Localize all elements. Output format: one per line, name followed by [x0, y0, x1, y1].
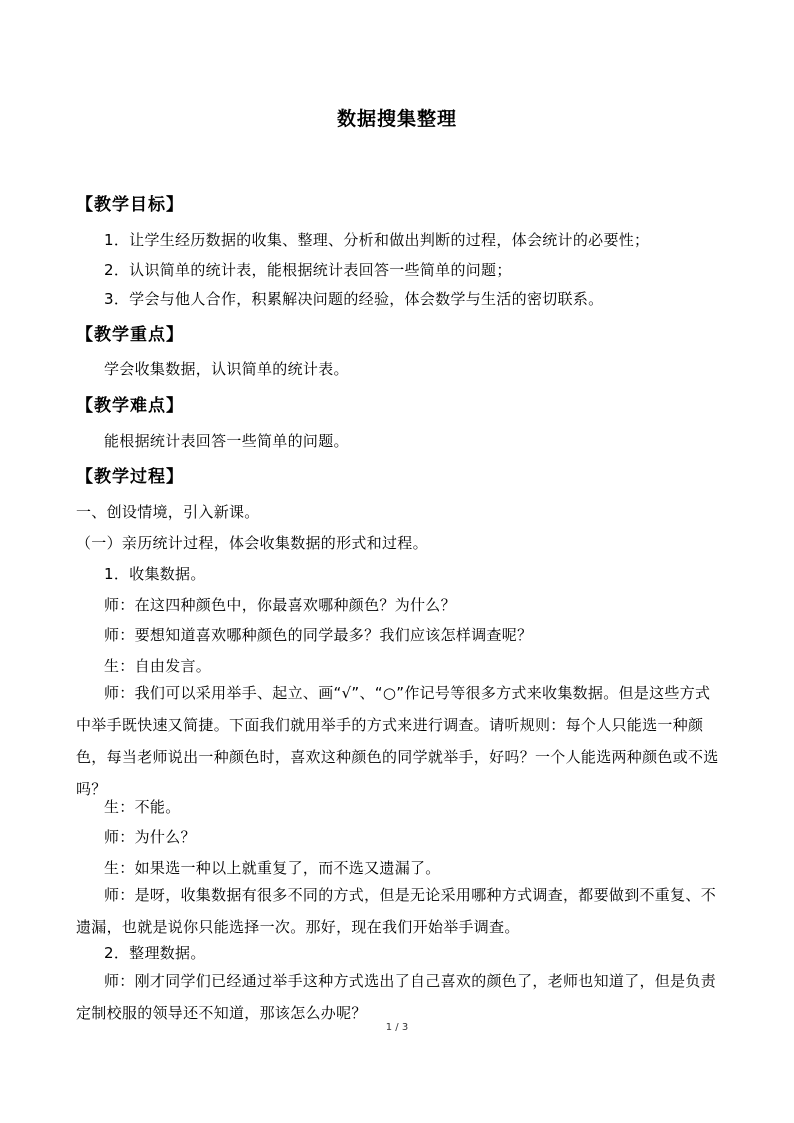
step-heading-1: 1．收集数据。: [104, 565, 206, 583]
section-heading-1: 一、创设情境，引入新课。: [76, 503, 260, 521]
page-number: 1 / 3: [385, 1022, 409, 1033]
difficulty-text: 能根据统计表回答一些简单的问题。: [104, 432, 349, 450]
dialogue-line: 生：自由发言。: [104, 657, 212, 675]
dialogue-paragraph: 师：我们可以采用举手、起立、画“√”、“○”作记号等很多方式来收集数据。但是这些方式中举手既快速又简捷。下面我们就用举手的方式来进行调查。请听规则：每个人只能选一种颜色，每当老师说出一种颜色时，喜欢这种颜色的同学就举手，好吗？一个人能选两种颜色或不选吗？: [76, 684, 719, 798]
document-title: 数据搜集整理: [336, 108, 457, 130]
dialogue-line: 生：如果选一种以上就重复了，而不选又遗漏了。: [104, 859, 441, 877]
subsection-heading-1: （一）亲历统计过程，体会收集数据的形式和过程。: [76, 534, 428, 552]
dialogue-line: 师：为什么？: [104, 828, 196, 846]
dialogue-line: 师：在这四种颜色中，你最喜欢哪种颜色？为什么？: [104, 596, 456, 614]
dialogue-line: 生：不能。: [104, 798, 181, 816]
dialogue-paragraph: 师：刚才同学们已经通过举手这种方式选出了自己喜欢的颜色了，老师也知道了，但是负责定制校服的领导还不知道，那该怎么办呢？: [76, 972, 717, 1022]
heading-teaching-goals: 【教学目标】: [76, 195, 184, 215]
step-heading-2: 2．整理数据。: [104, 944, 206, 962]
goal-item-2: 2．认识简单的统计表，能根据统计表回答一些简单的问题；: [104, 261, 512, 279]
dialogue-line: 师：要想知道喜欢哪种颜色的同学最多？我们应该怎样调查呢？: [104, 626, 533, 644]
heading-difficulties: 【教学难点】: [76, 396, 184, 416]
heading-key-points: 【教学重点】: [76, 325, 184, 345]
goal-item-1: 1．让学生经历数据的收集、整理、分析和做出判断的过程，体会统计的必要性；: [104, 231, 650, 249]
heading-teaching-process: 【教学过程】: [76, 467, 184, 487]
key-point-text: 学会收集数据，认识简单的统计表。: [104, 360, 349, 378]
dialogue-paragraph: 师：是呀，收集数据有很多不同的方式，但是无论采用哪种方式调查，都要做到不重复、不遗漏，也就是说你只能选择一次。那好，现在我们开始举手调查。: [76, 886, 717, 936]
goal-item-3: 3．学会与他人合作，积累解决问题的经验，体会数学与生活的密切联系。: [104, 290, 604, 308]
